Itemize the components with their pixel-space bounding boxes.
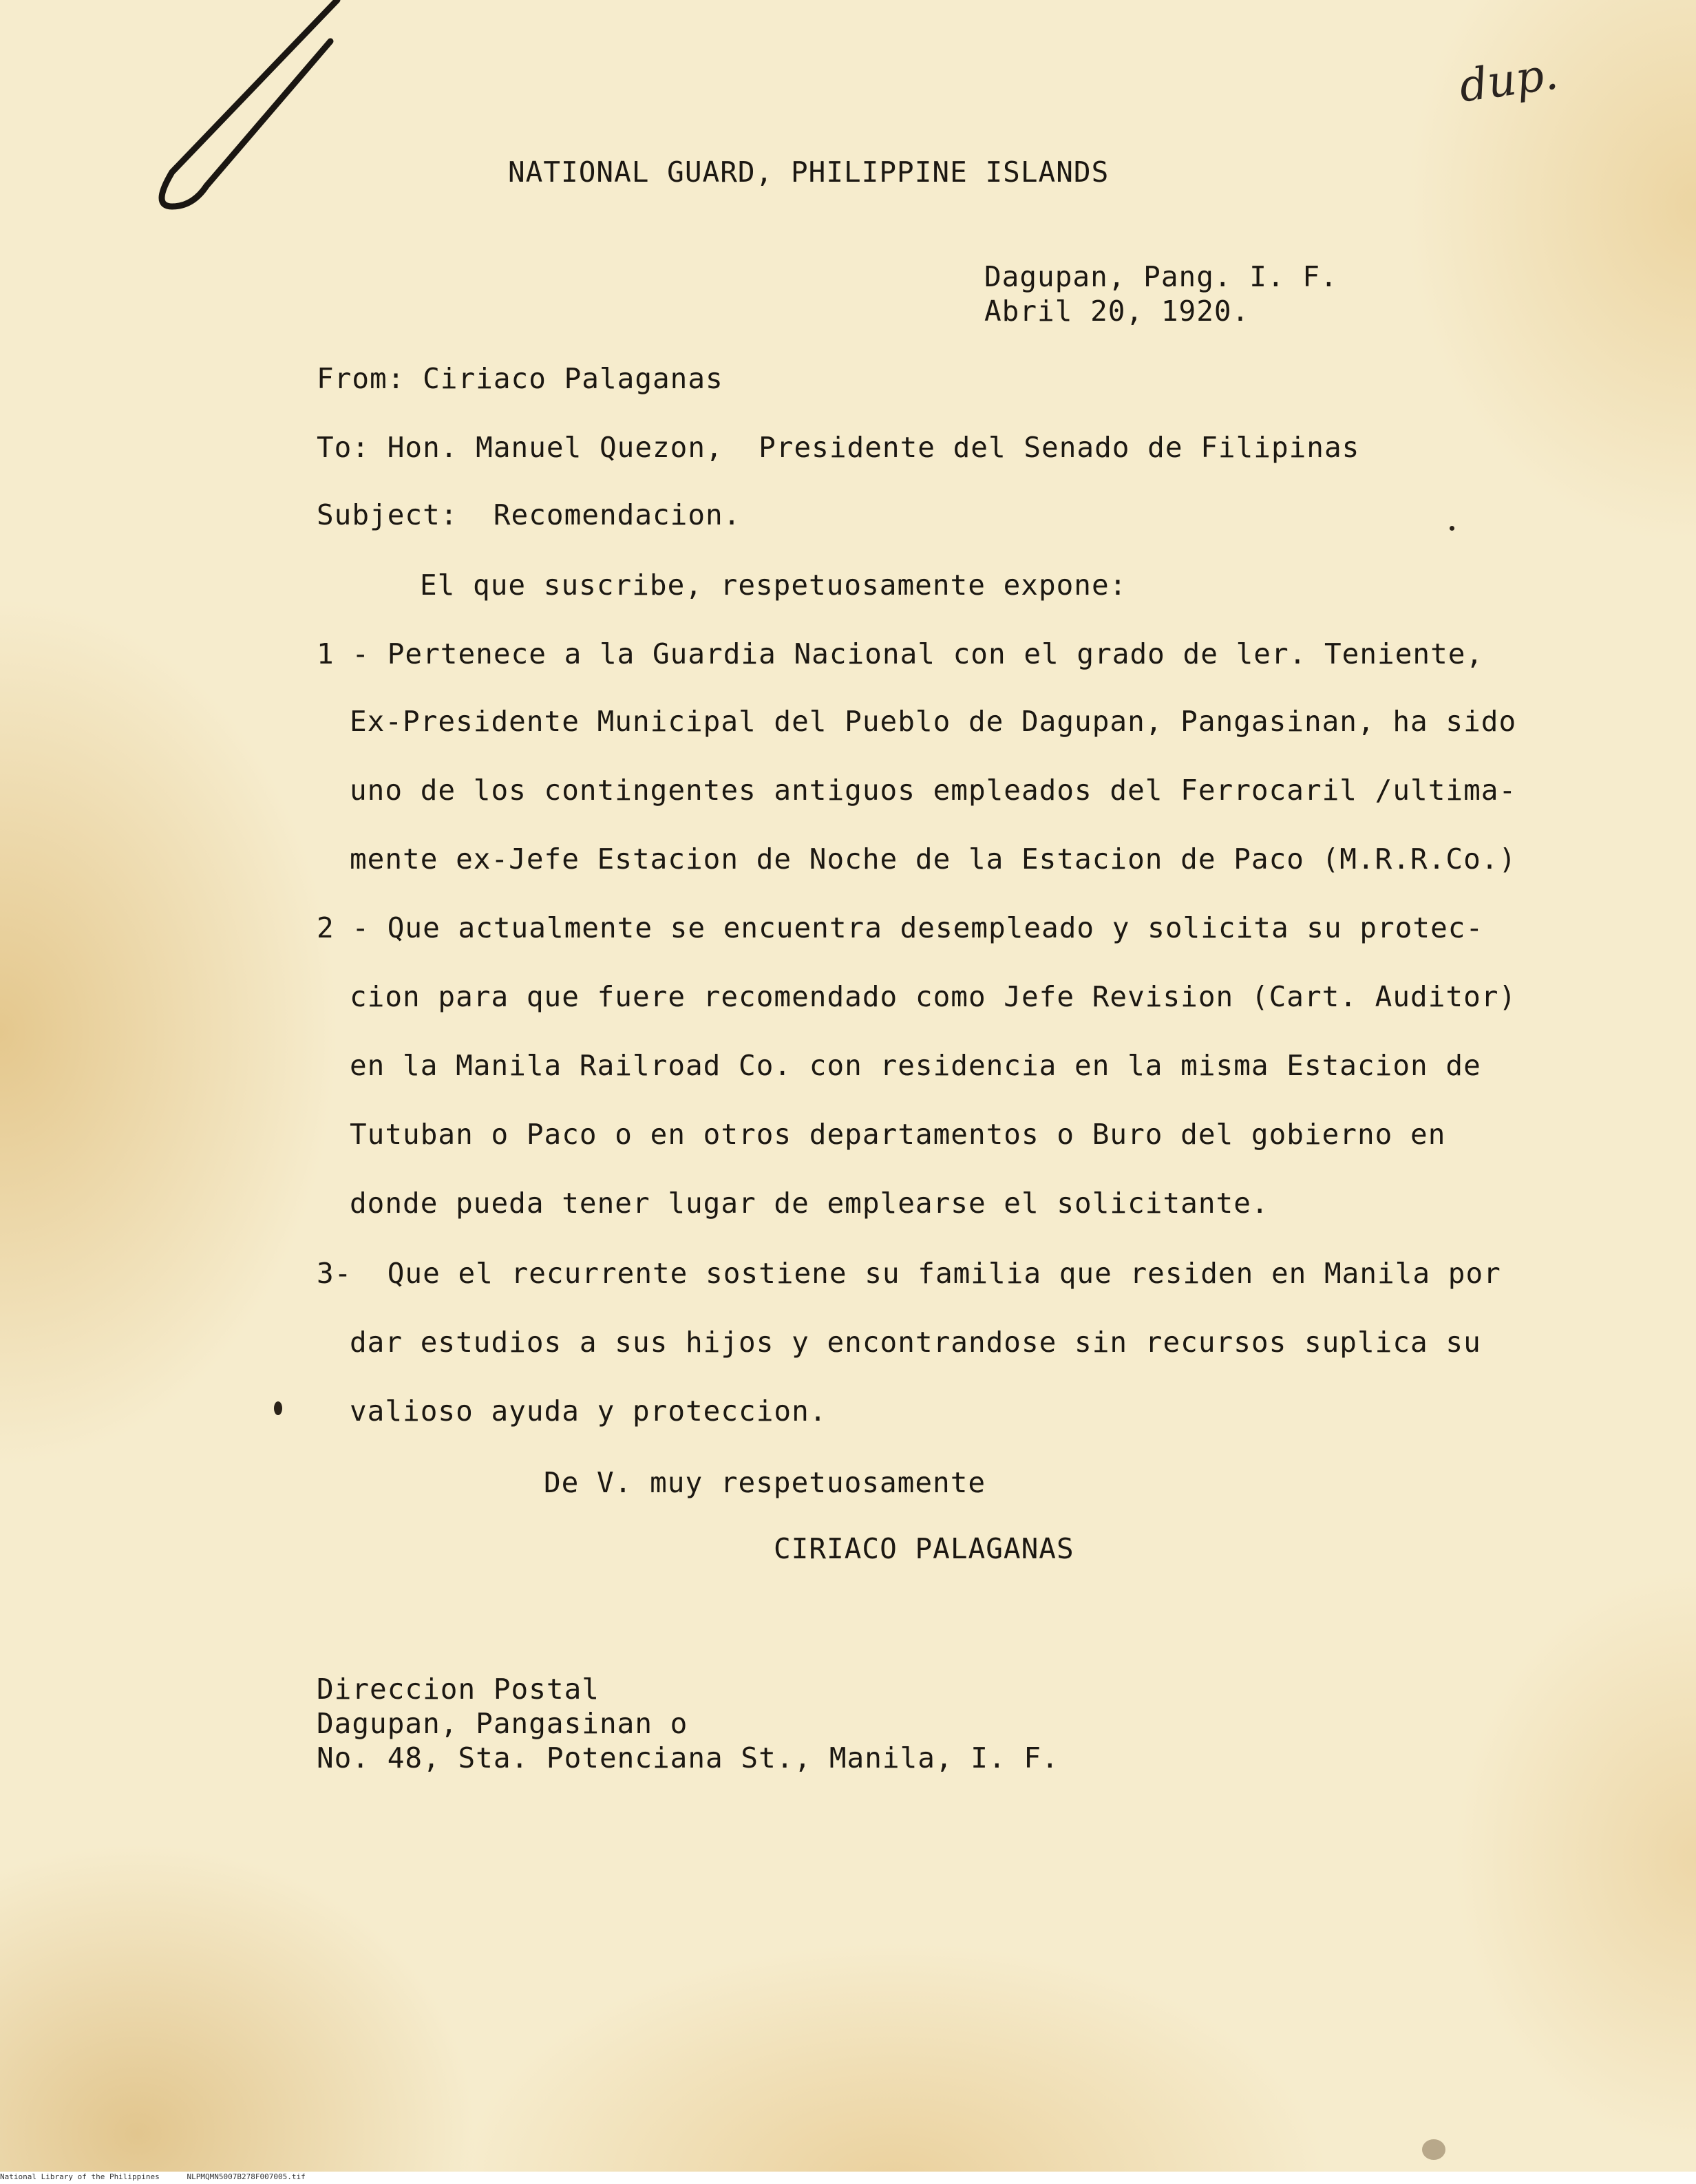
memo-from: From: Ciriaco Palaganas bbox=[317, 362, 723, 395]
handwritten-margin-note: dup. bbox=[1456, 48, 1561, 113]
item1-line: 1 - Pertenece a la Guardia Nacional con el grado de ler. Teniente, bbox=[317, 637, 1484, 670]
item2-line: donde pueda tener lugar de emplearse el solicitante. bbox=[350, 1187, 1269, 1220]
item1-line: Ex-Presidente Municipal del Pueblo de Dagupan, Pangasinan, ha sido bbox=[350, 705, 1517, 738]
item1-line: mente ex-Jefe Estacion de Noche de la Estacion de Paco (M.R.R.Co.) bbox=[350, 842, 1517, 876]
ink-spot bbox=[274, 1401, 282, 1415]
scan-footer bbox=[0, 2172, 1696, 2184]
closing-signature: CIRIACO PALAGANAS bbox=[774, 1532, 1074, 1565]
letter-place: Dagupan, Pang. I. F. bbox=[984, 260, 1338, 293]
postal-heading: Direccion Postal bbox=[317, 1673, 600, 1706]
postal-line: No. 48, Sta. Potenciana St., Manila, I. F. bbox=[317, 1741, 1059, 1774]
item2-line: en la Manila Railroad Co. con residencia en la misma Estacion de bbox=[350, 1049, 1481, 1082]
stain-spot bbox=[1422, 2139, 1445, 2160]
item2-line: 2 - Que actualmente se encuentra desempleado y solicita su protec- bbox=[317, 911, 1484, 944]
postal-line: Dagupan, Pangasinan o bbox=[317, 1707, 688, 1740]
item3-line: dar estudios a sus hijos y encontrandose sin recursos suplica su bbox=[350, 1326, 1481, 1359]
ink-spot bbox=[1450, 526, 1454, 531]
memo-to: To: Hon. Manuel Quezon, Presidente del Senado de Filipinas bbox=[317, 431, 1360, 464]
footer-file: NLPMQMN5007B278F007005.tif bbox=[187, 2172, 306, 2181]
paperclip-icon bbox=[131, 0, 351, 220]
item3-line: 3- Que el recurrente sostiene su familia que residen en Manila por bbox=[317, 1257, 1501, 1290]
footer-source: National Library of the Philippines bbox=[0, 2172, 160, 2181]
closing-salutation: De V. muy respetuosamente bbox=[544, 1466, 986, 1499]
memo-subject: Subject: Recomendacion. bbox=[317, 498, 741, 531]
item3-line: valioso ayuda y proteccion. bbox=[350, 1395, 827, 1428]
body-intro: El que suscribe, respetuosamente expone: bbox=[420, 569, 1127, 602]
item1-line: uno de los contingentes antiguos empleados del Ferrocaril /ultima- bbox=[350, 774, 1517, 807]
item2-line: Tutuban o Paco o en otros departamentos o Buro del gobierno en bbox=[350, 1118, 1446, 1151]
letterhead-organization: NATIONAL GUARD, PHILIPPINE ISLANDS bbox=[508, 156, 1110, 189]
letter-date: Abril 20, 1920. bbox=[984, 295, 1250, 328]
item2-line: cion para que fuere recomendado como Jefe Revision (Cart. Auditor) bbox=[350, 980, 1517, 1013]
